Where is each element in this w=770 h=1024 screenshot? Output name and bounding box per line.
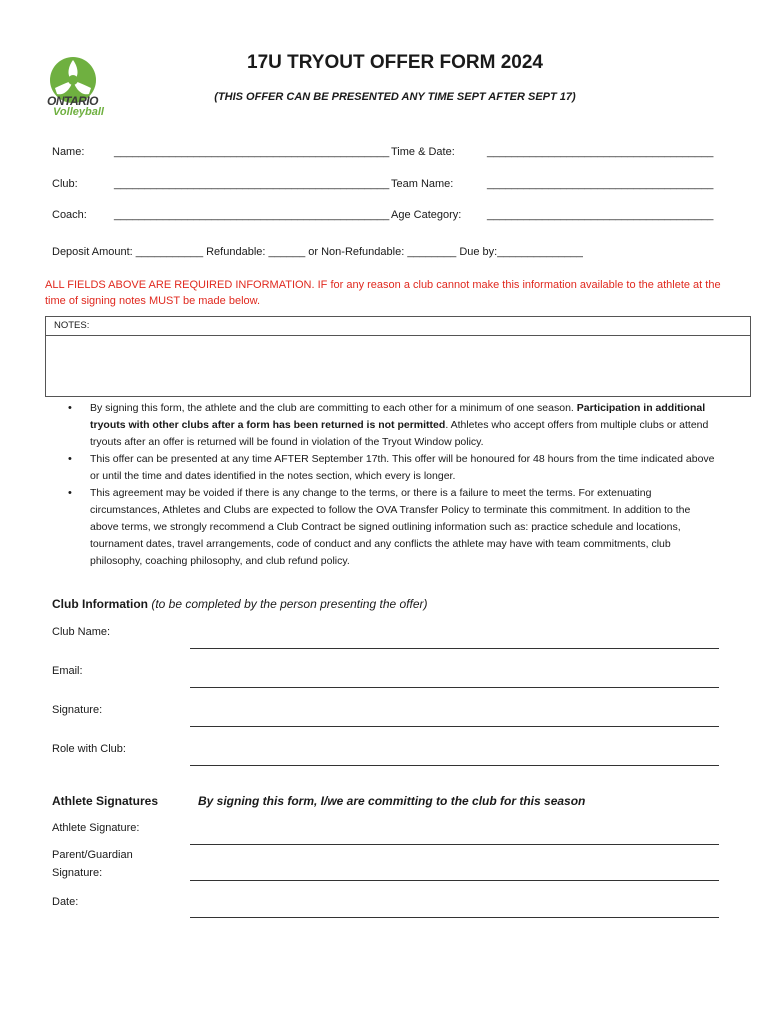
term-item-1	[68, 400, 715, 451]
name-field[interactable]: _____________________________________________	[114, 146, 390, 158]
parent-label-line1: Parent/Guardian	[52, 849, 133, 861]
terms-list	[68, 400, 715, 570]
deposit-line[interactable]: Deposit Amount: ___________ Refundable: ______ or Non-Refundable: ________ Due by:______________	[52, 246, 583, 258]
notes-box[interactable]	[45, 316, 751, 397]
form-title: 17U TRYOUT OFFER FORM 2024	[247, 52, 543, 73]
club-info-note: (to be completed by the person presenting the offer)	[151, 597, 428, 611]
coach-field[interactable]: _____________________________________________	[114, 209, 390, 221]
email-field[interactable]	[190, 687, 719, 688]
parent-signature-field[interactable]	[190, 880, 719, 881]
date-label: Date:	[52, 896, 79, 908]
club-info-heading	[52, 597, 428, 611]
team-name-label: Team Name:	[391, 178, 454, 190]
time-date-label: Time & Date:	[391, 146, 455, 158]
athlete-signature-label: Athlete Signature:	[52, 822, 140, 834]
term-1-text: By signing this form, the athlete and the club are committing to each other for a minimum of one season.	[90, 402, 577, 414]
club-info-title: Club Information	[52, 597, 148, 611]
logo-text-volleyball: Volleyball	[53, 106, 104, 118]
email-label: Email:	[52, 665, 83, 677]
age-category-field[interactable]: _____________________________________	[487, 209, 714, 221]
role-label: Role with Club:	[52, 743, 126, 755]
term-item-3	[68, 485, 715, 570]
club-name-field[interactable]	[190, 648, 719, 649]
coach-label: Coach:	[52, 209, 87, 221]
team-name-field[interactable]: _____________________________________	[487, 178, 714, 190]
required-notice: ALL FIELDS ABOVE ARE REQUIRED INFORMATION. IF for any reason a club cannot make this information available to the athlete at the time of signing notes MUST be made below.	[45, 279, 721, 307]
name-label: Name:	[52, 146, 85, 158]
commitment-statement: By signing this form, I/we are committing to the club for this season	[198, 794, 586, 808]
club-field[interactable]: _____________________________________________	[114, 178, 390, 190]
athlete-signature-field[interactable]	[190, 844, 719, 845]
logo-text-ontario: ONTARIO	[47, 94, 98, 108]
notes-label: NOTES:	[46, 317, 750, 336]
term-item-2	[68, 451, 715, 485]
form-subtitle: (THIS OFFER CAN BE PRESENTED ANY TIME SEPT AFTER SEPT 17)	[214, 91, 576, 103]
date-field[interactable]	[190, 917, 719, 918]
term-1-text-end: . Athletes who accept offers from multiple clubs or attend tryouts after an offer is returned will be found in violation of the Tryout Window policy.	[90, 419, 709, 448]
club-name-label: Club Name:	[52, 626, 111, 638]
age-category-label: Age Category:	[391, 209, 462, 221]
parent-label-line2: Signature:	[52, 867, 103, 879]
term-2-text: This offer can be presented at any time AFTER September 17th. This offer will be honoured for 48 hours from the time indicated above or until the time and dates identified in the notes section, which every is longer.	[90, 453, 715, 482]
signature-label: Signature:	[52, 704, 103, 716]
athlete-signatures-heading: Athlete Signatures	[52, 794, 159, 808]
role-field[interactable]	[190, 765, 719, 766]
signature-field[interactable]	[190, 726, 719, 727]
bullet-icon: •	[68, 453, 72, 465]
bullet-icon: •	[68, 402, 72, 414]
term-3-text: This agreement may be voided if there is any change to the terms, or there is a failure to meet the terms. For extenuating circumstances, Athletes and Clubs are expected to follow the OVA Transfer Policy to terminate this commitment. In addition to the above terms, we strongly recommend a Club Contract be signed outlining information such as: practice schedule and locations, tournament dates, travel arrangements, code of conduct and any conflicts the athlete may have with team commitments, club philosophy, coaching philosophy, and club refund policy.	[90, 487, 691, 567]
bullet-icon: •	[68, 487, 72, 499]
time-date-field[interactable]: _____________________________________	[487, 146, 714, 158]
club-label: Club:	[52, 178, 78, 190]
term-1-bold: Participation in additional tryouts with other clubs after a form has been returned is not permitted	[90, 402, 706, 431]
